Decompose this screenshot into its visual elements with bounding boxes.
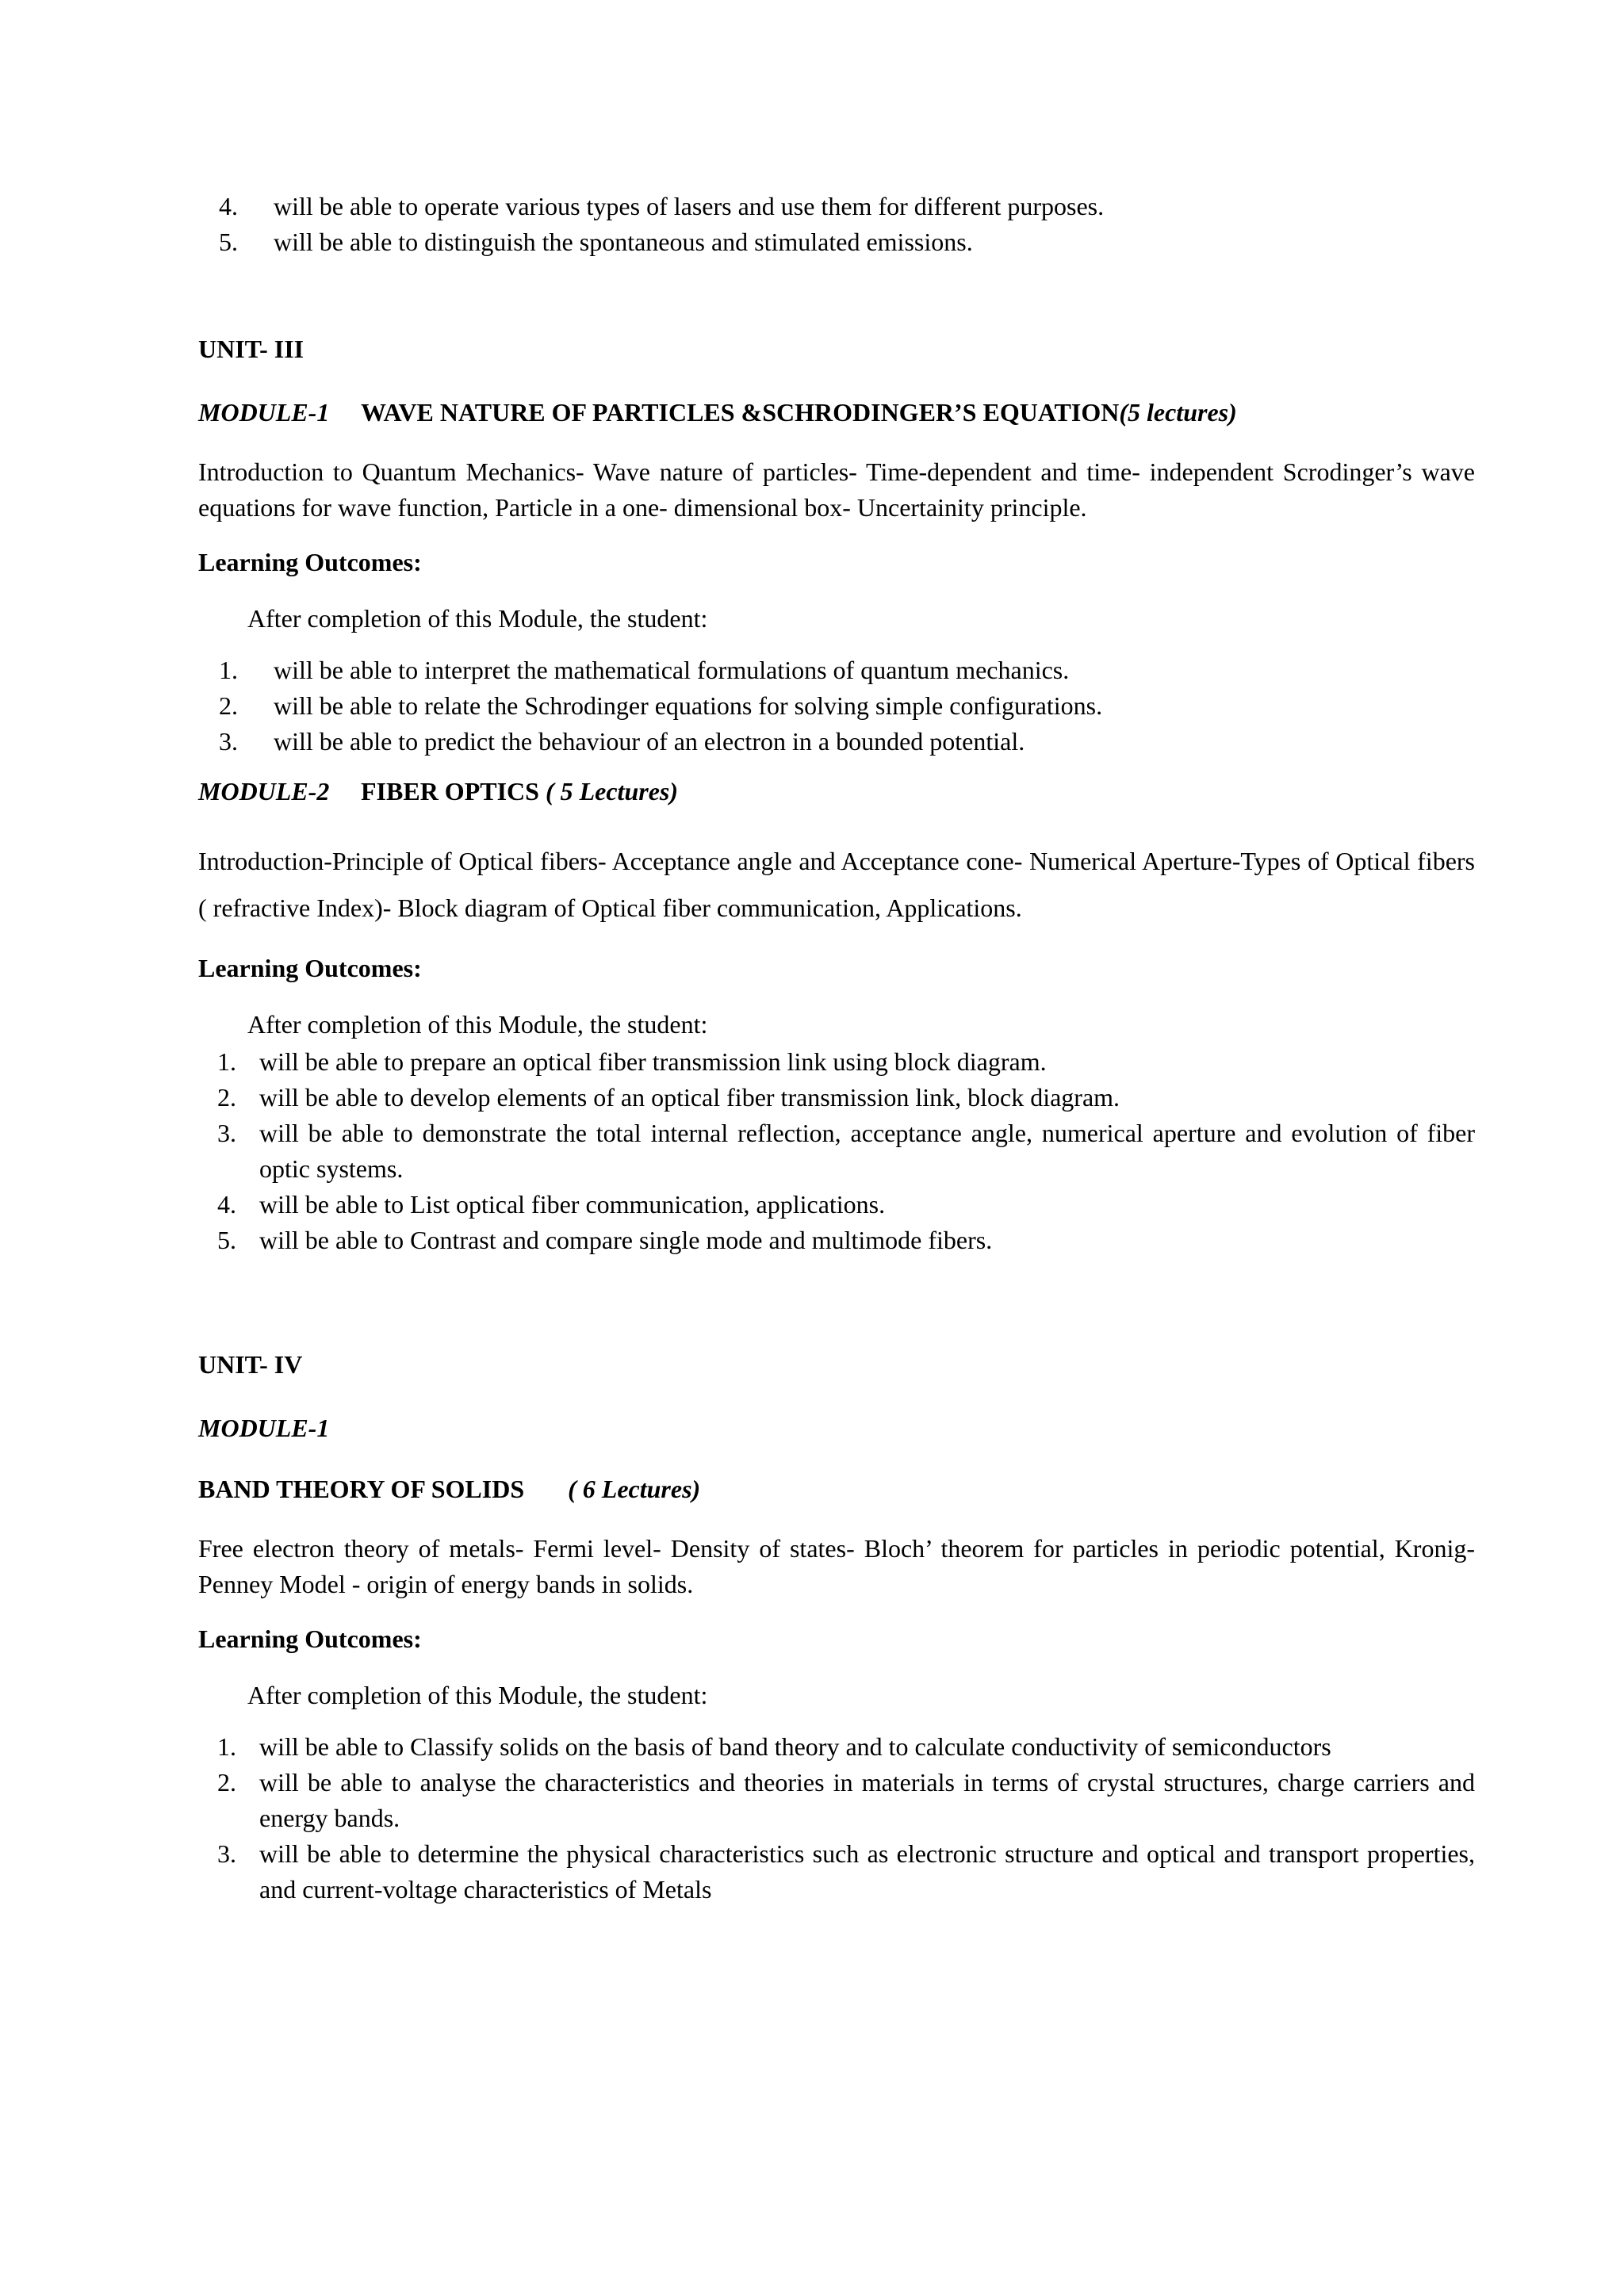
unit4-module1-heading bbox=[198, 1471, 1475, 1507]
list-item-number: 4. bbox=[217, 1190, 236, 1219]
list-item-text: will be able to determine the physical characteristics such as electronic structure and optical and transport properties, and current-voltage characteristics of Metals bbox=[259, 1839, 1475, 1904]
list-item-text: will be able to develop elements of an optical fiber transmission link, block diagram. bbox=[259, 1083, 1120, 1112]
unit4-module1-outcomes-list bbox=[198, 1729, 1475, 1908]
list-item-text: will be able to prepare an optical fiber transmission link using block diagram. bbox=[259, 1047, 1047, 1076]
after-completion-text: After completion of this Module, the student: bbox=[247, 1010, 708, 1039]
list-item-text: will be able to List optical fiber communication, applications. bbox=[259, 1190, 886, 1219]
unit-3-heading: UNIT- III bbox=[198, 335, 304, 363]
list-item bbox=[198, 652, 1475, 688]
list-item bbox=[198, 1765, 1475, 1836]
module-label: MODULE-2 bbox=[198, 777, 330, 806]
list-item-number: 2. bbox=[219, 691, 238, 720]
list-item-number: 2. bbox=[217, 1083, 236, 1112]
list-item-text: will be able to analyse the characteristics and theories in materials in terms of crystal structures, charge carriers and energy bands. bbox=[259, 1768, 1475, 1832]
list-item bbox=[198, 688, 1475, 724]
list-item bbox=[198, 724, 1475, 760]
learning-outcomes-heading: Learning Outcomes: bbox=[198, 954, 422, 982]
list-item-text: will be able to Contrast and compare single mode and multimode fibers. bbox=[259, 1226, 993, 1254]
list-item bbox=[198, 1729, 1475, 1765]
unit3-module1-outcomes-list bbox=[198, 652, 1475, 760]
list-item-text: will be able to demonstrate the total internal reflection, acceptance angle, numerical aperture and evolution of fiber optic systems. bbox=[259, 1119, 1475, 1183]
module-title: FIBER OPTICS bbox=[361, 777, 539, 806]
list-item-text: will be able to relate the Schrodinger equations for solving simple configurations. bbox=[274, 691, 1103, 720]
list-item-number: 3. bbox=[217, 1839, 236, 1868]
unit3-module2-outcomes-list bbox=[198, 1044, 1475, 1258]
list-item bbox=[198, 1836, 1475, 1908]
list-item-text: will be able to interpret the mathematical formulations of quantum mechanics. bbox=[274, 656, 1070, 684]
list-item-text: will be able to operate various types of lasers and use them for different purposes. bbox=[274, 192, 1105, 220]
lectures-label: (5 lectures) bbox=[1119, 398, 1237, 427]
list-item bbox=[198, 1115, 1475, 1187]
list-item-number: 1. bbox=[219, 656, 238, 684]
list-item-number: 1. bbox=[217, 1047, 236, 1076]
list-item bbox=[198, 189, 1475, 224]
list-item-text: will be able to predict the behaviour of an electron in a bounded potential. bbox=[274, 727, 1025, 756]
unit4-module1-description: Free electron theory of metals- Fermi level- Density of states- Bloch’ theorem for particles in periodic potential, Kronig- Penney Model - origin of energy bands in solids. bbox=[198, 1534, 1475, 1598]
list-item-number: 1. bbox=[217, 1732, 236, 1761]
unit4-module1-label-line bbox=[198, 1410, 1475, 1446]
learning-outcomes-heading: Learning Outcomes: bbox=[198, 548, 422, 576]
unit3-module2-heading bbox=[198, 774, 1475, 809]
after-completion-text: After completion of this Module, the student: bbox=[247, 604, 708, 633]
learning-outcomes-heading: Learning Outcomes: bbox=[198, 1624, 422, 1653]
module-label: MODULE-1 bbox=[198, 398, 330, 427]
list-item bbox=[198, 1080, 1475, 1115]
module-title: BAND THEORY OF SOLIDS bbox=[198, 1475, 525, 1503]
lectures-label: ( 5 Lectures) bbox=[545, 777, 678, 806]
unit3-module1-description: Introduction to Quantum Mechanics- Wave nature of particles- Time-dependent and time- independent Scrodinger’s wave equations for wave function, Particle in a one- dimensional box- Uncertainity principle. bbox=[198, 457, 1475, 522]
list-item-number: 3. bbox=[219, 727, 238, 756]
top-outcomes-list bbox=[198, 189, 1475, 260]
list-item-text: will be able to Classify solids on the basis of band theory and to calculate conductivity of semiconductors bbox=[259, 1732, 1331, 1761]
list-item bbox=[198, 1187, 1475, 1223]
unit3-module1-heading bbox=[198, 395, 1475, 430]
unit3-module2-description: Introduction-Principle of Optical fibers- Acceptance angle and Acceptance cone- Numerical Aperture-Types of Optical fibers ( refractive Index)- Block diagram of Optical fiber communication, Applications. bbox=[198, 847, 1475, 922]
after-completion-text: After completion of this Module, the student: bbox=[247, 1681, 708, 1709]
list-item-number: 5. bbox=[217, 1226, 236, 1254]
module-title: WAVE NATURE OF PARTICLES &SCHRODINGER’S EQUATION bbox=[361, 398, 1120, 427]
list-item-number: 3. bbox=[217, 1119, 236, 1147]
lectures-label: ( 6 Lectures) bbox=[568, 1475, 701, 1503]
module-label: MODULE-1 bbox=[198, 1414, 330, 1442]
list-item bbox=[198, 1044, 1475, 1080]
list-item-text: will be able to distinguish the spontaneous and stimulated emissions. bbox=[274, 228, 973, 256]
list-item-number: 4. bbox=[219, 192, 238, 220]
list-item-number: 2. bbox=[217, 1768, 236, 1797]
list-item bbox=[198, 224, 1475, 260]
list-item-number: 5. bbox=[219, 228, 238, 256]
list-item bbox=[198, 1223, 1475, 1258]
unit-4-heading: UNIT- IV bbox=[198, 1350, 303, 1379]
